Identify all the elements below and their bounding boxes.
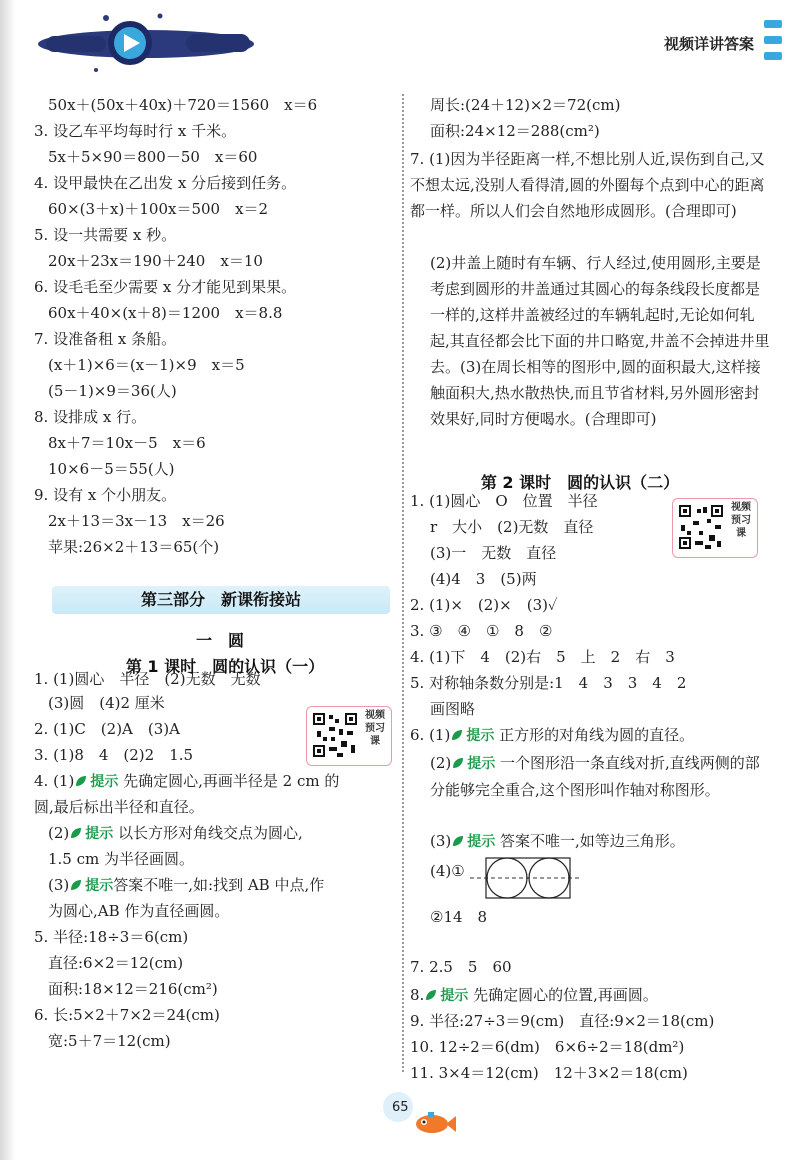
- hint-label: 提示: [85, 826, 114, 842]
- answer-line: (5－1)×9＝36(人): [48, 382, 177, 400]
- hint-line: [430, 750, 772, 803]
- answer-line: 4. 设甲最快在乙出发 x 分后接到任务。: [34, 174, 297, 192]
- fish-submarine-icon: [410, 1110, 456, 1136]
- answer-line: 面积:24×12＝288(cm²): [430, 122, 600, 140]
- answer-prefix: 6. (1): [410, 726, 451, 744]
- hint-label: 提示: [467, 756, 496, 772]
- answer-line: 11. 3×4＝12(cm) 12＋3×2＝18(cm): [410, 1064, 688, 1082]
- answer-line: 3. ③ ④ ① 8 ②: [410, 622, 553, 640]
- answer-line: 6. 长:5×2＋7×2＝24(cm): [34, 1006, 220, 1024]
- hint-line: [410, 724, 694, 747]
- answer-line: 1. (1)圆心 O 位置 半径: [410, 492, 598, 510]
- hint-label: 提示: [90, 774, 119, 790]
- answer-prefix: (3): [48, 876, 70, 894]
- answer-line: 7. 2.5 5 60: [410, 958, 512, 976]
- answer-line: 为圆心,AB 作为直径画圆。: [48, 902, 230, 920]
- hint-leaf-icon: [451, 834, 465, 848]
- answer-paragraph: (2)井盖上随时有车辆、行人经过,使用圆形,主要是考虑到圆形的井盖通过其圆心的每条线段长度都是一样的,这样井盖被经过的车辆轧起时,无论如何轧起,其直径都会比下面的井口略宽,井盖不会掉进井里去。(3)在周长相等的图形中,圆的面积最大,这样接触面积大,热水散热快,而且节省材料,另外圆形密封效果好,同时方便喝水。(合理即可): [430, 254, 770, 428]
- page-number: 65: [392, 1100, 409, 1115]
- lesson-title: 第 2 课时 圆的认识（二）: [480, 473, 680, 492]
- hint-text: 先确定圆心,再画半径是 2 cm 的: [123, 772, 340, 790]
- answer-line: 5x＋5×90＝800－50 x＝60: [48, 148, 258, 166]
- qr-code-icon: [677, 503, 725, 551]
- answer-line: 9. 半径:27÷3＝9(cm) 直径:9×2＝18(cm): [410, 1012, 715, 1030]
- hint-label: 提示: [467, 834, 496, 850]
- answer-line: 10. 12÷2＝6(dm) 6×6÷2＝18(dm²): [410, 1038, 685, 1056]
- answer-line: (4)4 3 (5)两: [430, 570, 537, 588]
- answer-prefix: (2): [48, 824, 70, 842]
- hint-label: 提示: [466, 728, 495, 744]
- header-title: 视频详讲答案: [664, 35, 755, 53]
- answer-line: 60×(3＋x)＋100x＝500 x＝2: [48, 200, 269, 218]
- hint-line: [430, 830, 685, 853]
- section-banner: 第三部分 新课衔接站: [52, 586, 390, 614]
- answer-prefix: (3): [430, 832, 452, 850]
- header-video-logo-icon: [36, 10, 256, 76]
- answer-line: 2. (1)× (2)× (3)✓: [410, 596, 558, 614]
- answer-line: 4. (1)下 4 (2)右 5 上 2 右 3: [410, 648, 675, 666]
- answer-line: 5. 设一共需要 x 秒。: [34, 226, 177, 244]
- qr-code-card[interactable]: [672, 498, 758, 558]
- answer-line: 5. 对称轴条数分别是:1 4 3 3 4 2: [410, 674, 687, 692]
- qr-caption: 视频预习课: [365, 710, 385, 747]
- qr-caption: 视频预习课: [731, 502, 751, 539]
- answer-line: 苹果:26×2＋13＝65(个): [48, 538, 220, 556]
- answer-line: 60x＋40×(x＋8)＝1200 x＝8.8: [48, 304, 283, 322]
- hint-leaf-icon: [451, 756, 465, 770]
- answer-prefix: 4. (1): [34, 772, 75, 790]
- answer-line: 周长:(24＋12)×2＝72(cm): [430, 96, 621, 114]
- answer-line: 10×6－5＝55(人): [48, 460, 175, 478]
- answer-line: 2x＋13＝3x－13 x＝26: [48, 512, 225, 530]
- hint-text: 以长方形对角线交点为圆心,: [118, 824, 303, 842]
- qr-code-icon: [311, 711, 359, 759]
- answer-line: 7. 设准备租 x 条船。: [34, 330, 177, 348]
- answer-line: 2. (1)C (2)A (3)A: [34, 720, 180, 738]
- lesson-title: 第 1 课时 圆的认识（一）: [125, 657, 325, 676]
- hint-line: [34, 770, 339, 793]
- answer-line: (3)圆 (4)2 厘米: [48, 694, 165, 712]
- answer-line: 直径:6×2＝12(cm): [48, 954, 184, 972]
- answer-line: 8. 设排成 x 行。: [34, 408, 147, 426]
- hint-text: 答案不唯一,如等边三角形。: [500, 832, 685, 850]
- hint-line: [410, 984, 658, 1007]
- hint-line: [48, 874, 324, 897]
- answer-line: (3)一 无数 直径: [430, 544, 557, 562]
- answer-line: 6. 设毛毛至少需要 x 分才能见到果果。: [34, 278, 297, 296]
- answer-paragraph: 7. (1)因为半径距离一样,不想比别人近,误伤到自己,又不想太远,没别人看得清,圆的外圈每个点到中心的距离都一样。所以人们会自然地形成圆形。(合理即可): [410, 150, 765, 220]
- hint-leaf-icon: [450, 728, 464, 742]
- column-divider: [402, 94, 404, 1072]
- page-edge-shadow: [0, 0, 16, 1160]
- qr-code-card[interactable]: [306, 706, 392, 766]
- hint-text: 先确定圆心的位置,再画圆。: [473, 986, 658, 1004]
- answer-line: 3. (1)8 4 (2)2 1.5: [34, 746, 194, 764]
- answer-line: ②14 8: [430, 908, 488, 926]
- hint-leaf-icon: [74, 774, 88, 788]
- answer-line: (x＋1)×6＝(x－1)×9 x＝5: [48, 356, 245, 374]
- answer-line: 画图略: [430, 700, 476, 718]
- answer-prefix: (2): [430, 754, 452, 772]
- answer-line: 8x＋7＝10x－5 x＝6: [48, 434, 206, 452]
- hint-line: [48, 822, 303, 845]
- answer-line: (4)①: [430, 862, 465, 880]
- answer-line: 50x＋(50x＋40x)＋720＝1560 x＝6: [48, 96, 318, 114]
- hint-label: 提示: [440, 988, 469, 1004]
- answer-line: 圆,最后标出半径和直径。: [34, 798, 204, 816]
- answer-line: 3. 设乙车平均每时行 x 千米。: [34, 122, 237, 140]
- hint-text: 答案不唯一,如:找到 AB 中点,作: [113, 876, 325, 894]
- answer-line: 1. (1)圆心 半径 (2)无数 无数: [34, 670, 261, 688]
- hint-leaf-icon: [69, 826, 83, 840]
- answer-line: 1.5 cm 为半径画圆。: [48, 850, 195, 868]
- answer-line: r 大小 (2)无数 直径: [430, 518, 594, 536]
- answer-line: 9. 设有 x 个小朋友。: [34, 486, 177, 504]
- answer-line: 5. 半径:18÷3＝6(cm): [34, 928, 189, 946]
- hint-text: 一个图形沿一条直线对折,直线两侧的部分能够完全重合,这个图形叫作轴对称图形。: [430, 754, 760, 799]
- hint-text: 正方形的对角线为圆的直径。: [499, 726, 695, 744]
- hint-label: 提示: [85, 878, 114, 894]
- answer-line: 宽:5＋7＝12(cm): [48, 1032, 171, 1050]
- unit-title: 一 圆: [195, 631, 244, 650]
- hint-leaf-icon: [69, 878, 83, 892]
- hint-leaf-icon: [424, 988, 438, 1002]
- answer-line: 20x＋23x＝190＋240 x＝10: [48, 252, 263, 270]
- answer-prefix: 8.: [410, 986, 425, 1004]
- header-bars-icon: [760, 14, 786, 68]
- answer-line: 面积:18×12＝216(cm²): [48, 980, 218, 998]
- two-circles-in-rectangle-figure: [470, 854, 580, 900]
